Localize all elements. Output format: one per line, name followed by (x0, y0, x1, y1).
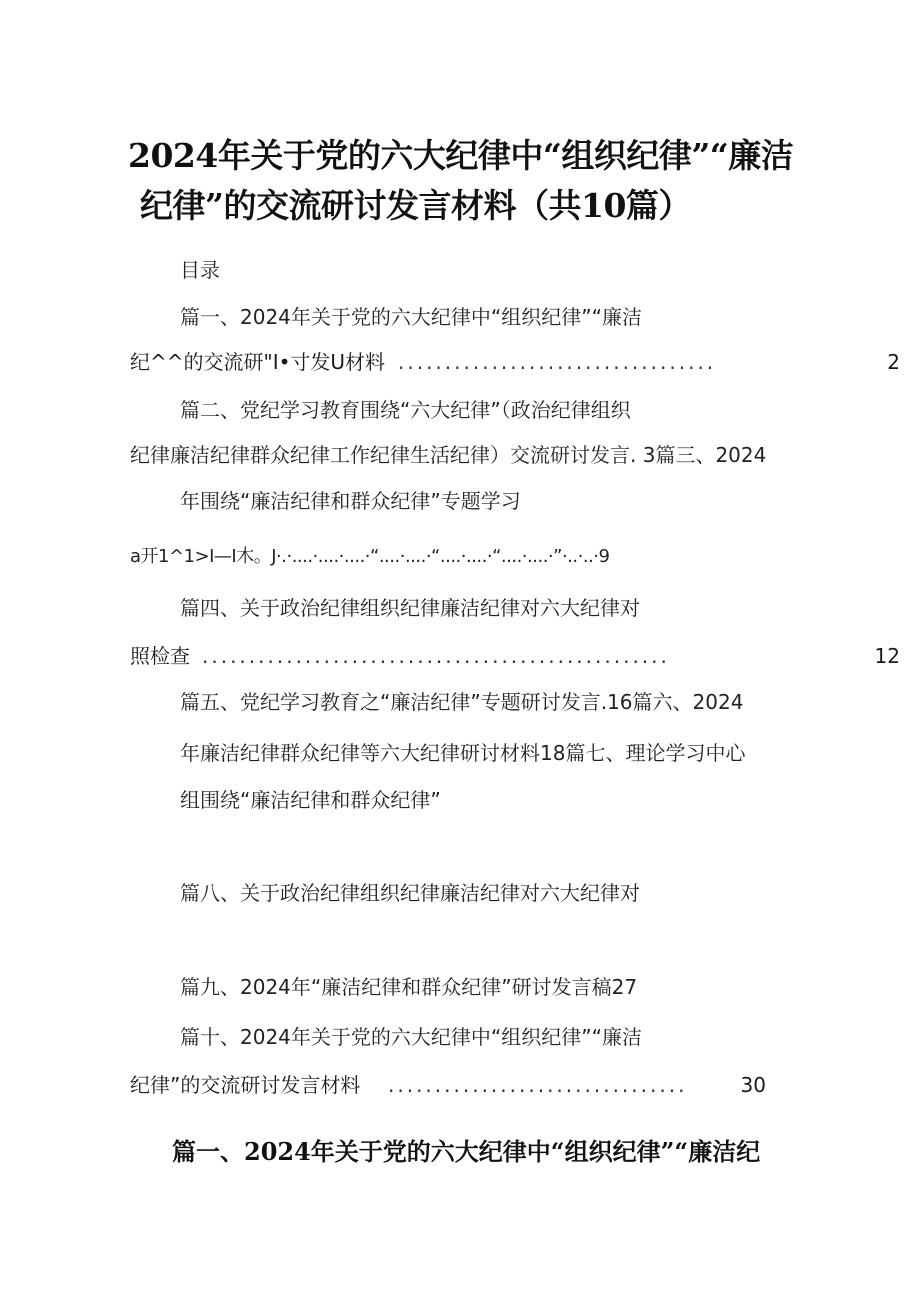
toc-entry-10-line-1[interactable]: 篇十、2024年关于党的六大纪律中“组织纪律”“廉洁 (180, 1025, 642, 1049)
toc-entry-10-line-2[interactable] (130, 1071, 770, 1101)
toc-entry-1-text: 纪^^的交流研"I•寸发U材料 (130, 348, 389, 376)
toc-leader-dots: .................................................. (202, 644, 670, 668)
section-1-heading: 篇一、2024年关于党的六大纪律中“组织纪律”“廉洁纪 (172, 1137, 761, 1166)
toc-entry-8-line-1[interactable]: 篇八、关于政治纪律组织纪律廉洁纪律对六大纪律对 (180, 881, 640, 905)
toc-leader-dots: .................................. (398, 350, 717, 374)
toc-entry-3-line-2[interactable]: a开1^1>I—I木。J·.·....·....·....·“....·....·“....·....·“....·....·”·..·..·9 (130, 546, 610, 567)
toc-entry-4-line-2[interactable] (130, 642, 900, 672)
toc-entry-7-line-2[interactable]: 组围绕“廉洁纪律和群众纪律” (180, 788, 441, 812)
toc-page-number: 12 (874, 644, 900, 668)
document-title-line-1: 2024年关于党的六大纪律中“组织纪律”“廉洁 (128, 136, 794, 175)
toc-entry-10-text: 纪律”的交流研讨发言材料 (130, 1071, 364, 1099)
toc-entry-3-line-1[interactable]: 年围绕“廉洁纪律和群众纪律”专题学习 (180, 489, 521, 513)
toc-entry-5-line-1[interactable]: 篇五、党纪学习教育之“廉洁纪律”专题研讨发言.16篇六、2024 (180, 690, 744, 714)
toc-entry-2-line-2[interactable]: 纪律廉洁纪律群众纪律工作纪律生活纪律）交流研讨发言. 3篇三、2024 (130, 443, 767, 467)
toc-entry-6-line-2[interactable]: 年廉洁纪律群众纪律等六大纪律研讨材料18篇七、理论学习中心 (180, 741, 746, 765)
toc-entry-4-line-1[interactable]: 篇四、关于政治纪律组织纪律廉洁纪律对六大纪律对 (180, 596, 640, 620)
toc-entry-2-line-1[interactable]: 篇二、党纪学习教育围绕“六大纪律”（政治纪律组织 (180, 398, 631, 422)
toc-page-number: 30 (740, 1073, 766, 1097)
toc-page-number: 2 (887, 350, 900, 374)
toc-entry-1-line-1[interactable]: 篇一、2024年关于党的六大纪律中“组织纪律”“廉洁 (180, 305, 642, 329)
document-title-line-2: 纪律”的交流研讨发言材料（共10篇） (140, 186, 691, 225)
toc-leader-dots: ................................ (388, 1073, 688, 1097)
toc-heading: 目录 (180, 258, 220, 282)
toc-entry-1-line-2[interactable] (130, 348, 900, 378)
toc-entry-9-line-1[interactable]: 篇九、2024年“廉洁纪律和群众纪律”研讨发言稿27 (180, 975, 638, 999)
toc-entry-4-text: 照检查 (130, 642, 194, 670)
